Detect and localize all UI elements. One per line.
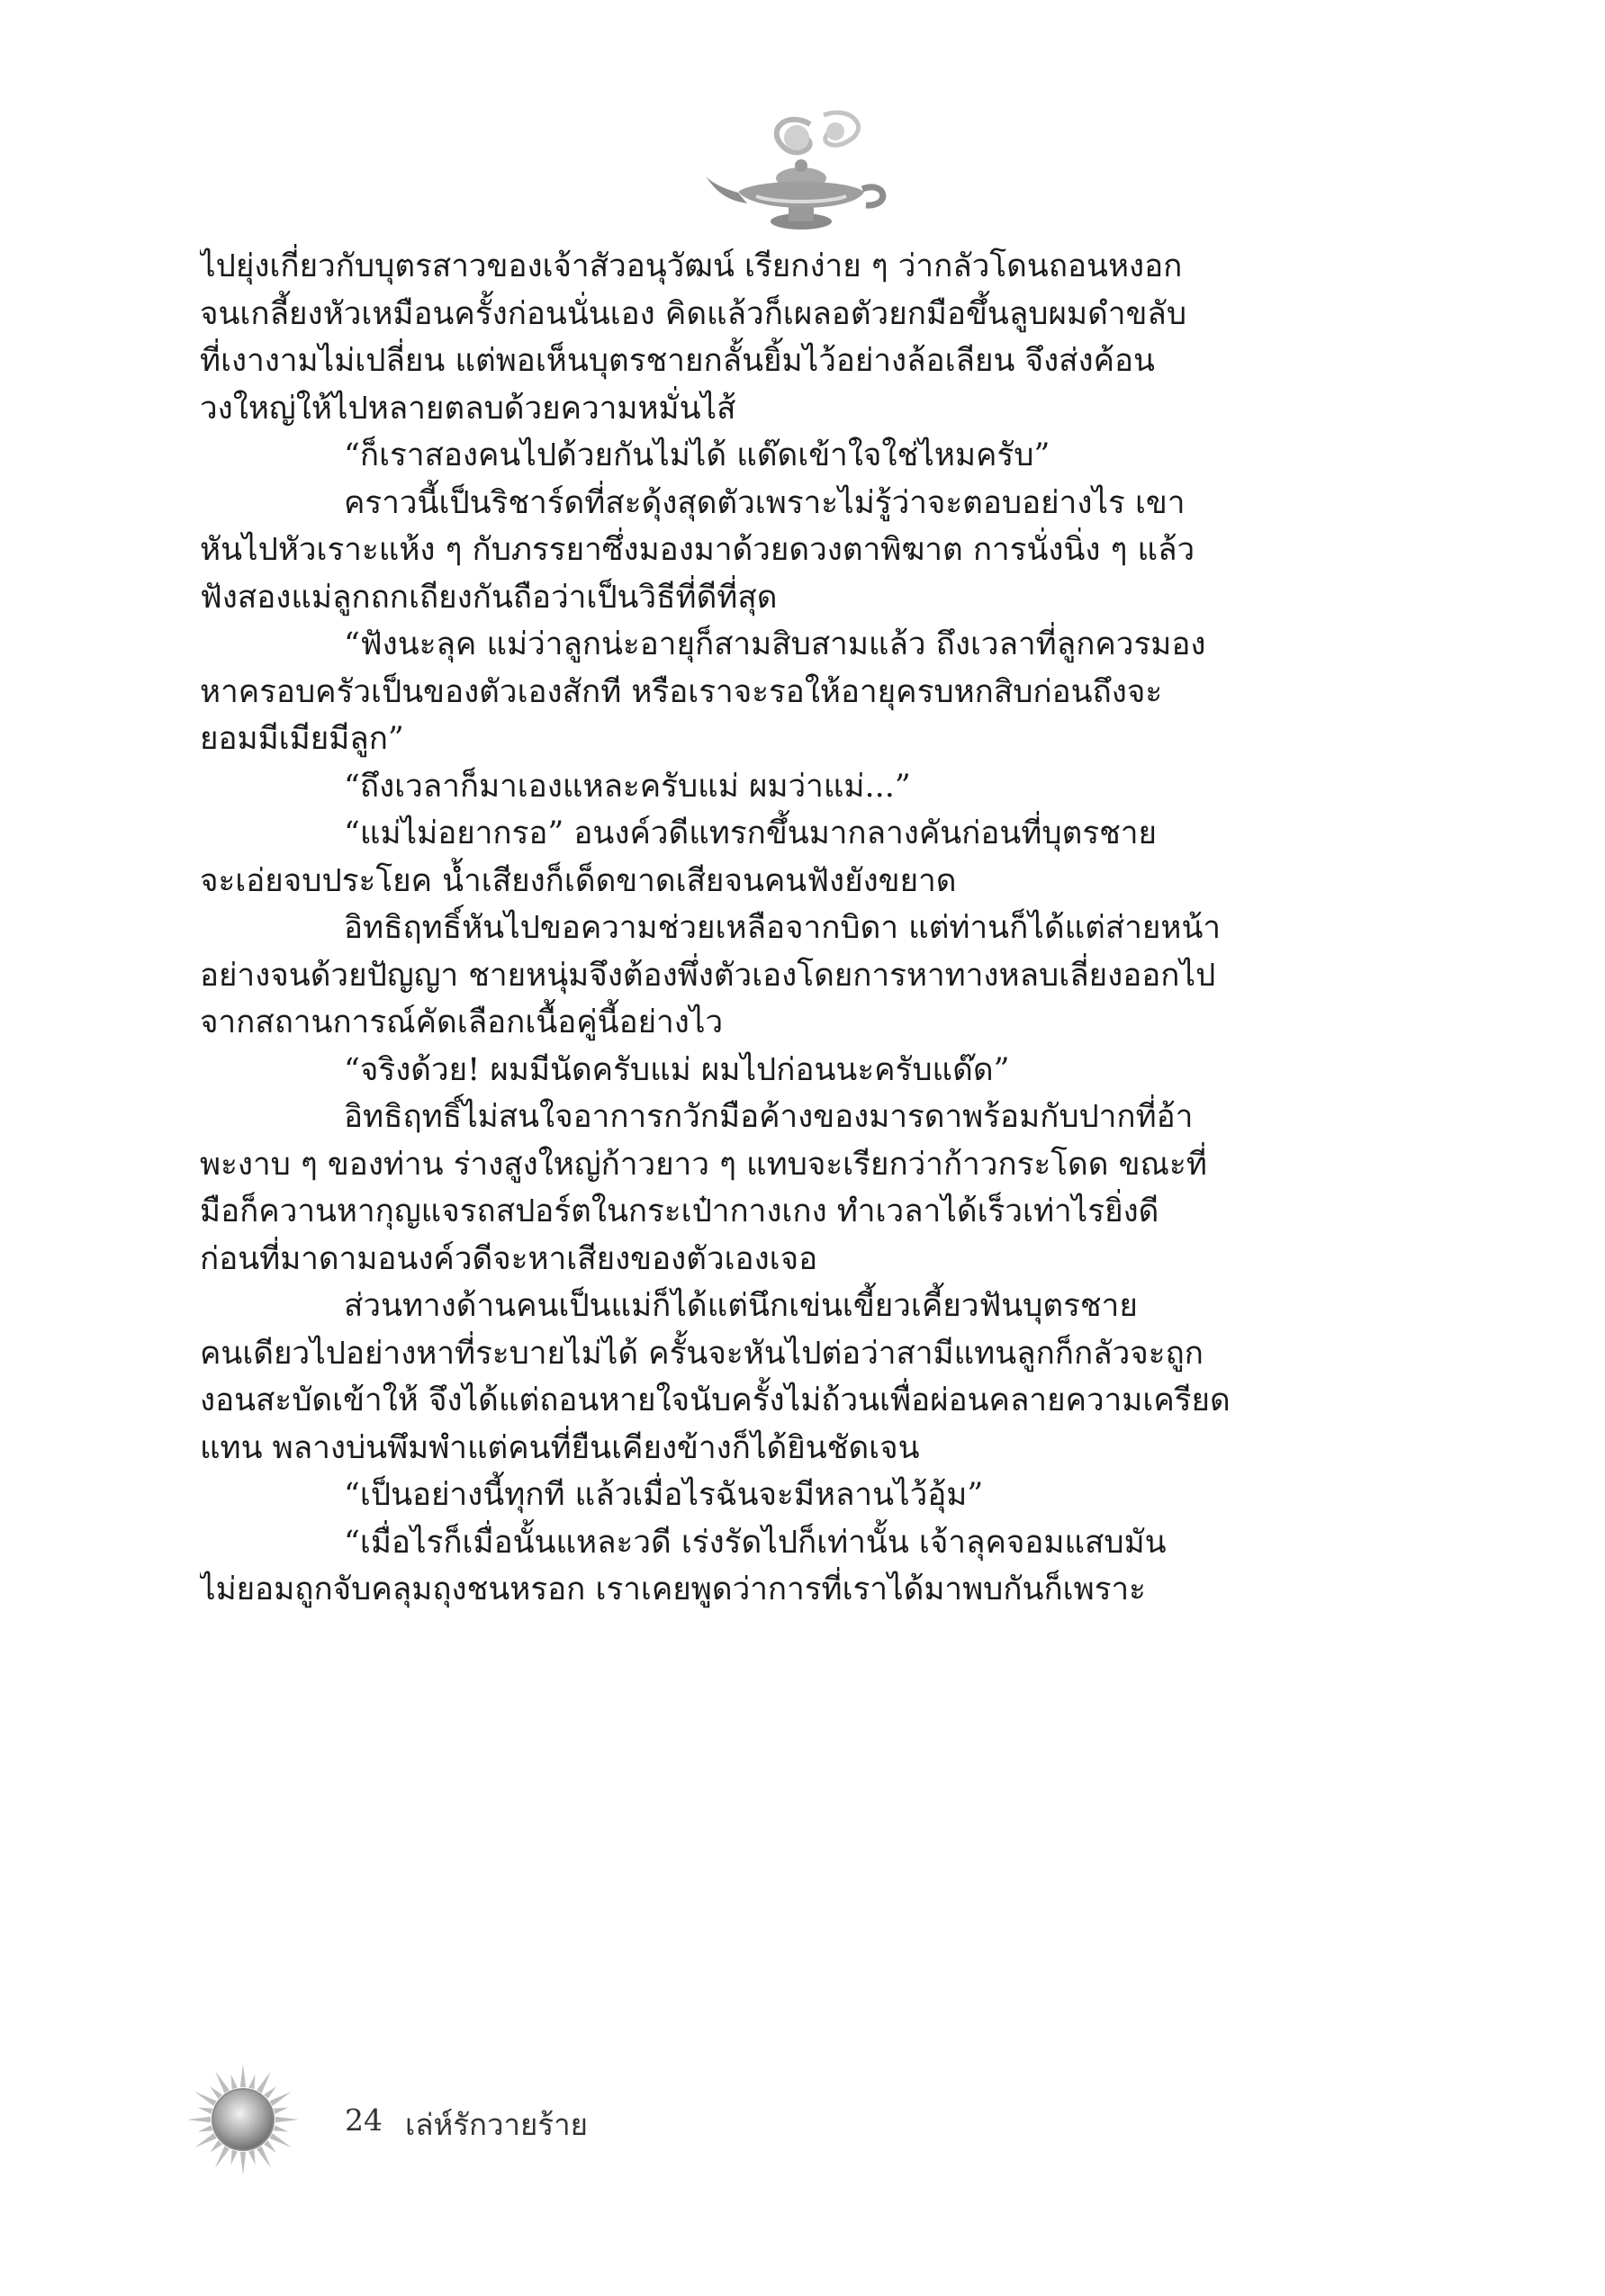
- text-line: จากสถานการณ์คัดเลือกเนื้อคู่นี้อย่างไว: [200, 1004, 724, 1040]
- sun-ray: [231, 2150, 238, 2165]
- sun-ray: [240, 2064, 246, 2087]
- text-line: ไม่ยอมถูกจับคลุมถุงชนหรอก เราเคยพูดว่าการที่เราได้มาพบกันก็เพราะ: [200, 1571, 1146, 1607]
- sun-ray: [257, 2146, 271, 2167]
- sun-ray: [257, 2071, 271, 2093]
- text-line: “ฟังนะลุค แม่ว่าลูกน่ะอายุก็สามสิบสามแล้ว ถึงเวลาที่ลูกควรมอง: [344, 626, 1206, 662]
- sun-emblem-icon: [185, 2061, 302, 2178]
- text-line: อย่างจนด้วยปัญญา ชายหนุ่มจึงต้องพึ่งตัวเองโดยการหาทางหลบเลี่ยงออกไป: [200, 957, 1216, 994]
- sun-ray: [210, 2086, 222, 2099]
- sun-ray: [248, 2150, 255, 2165]
- sun-ray: [198, 2125, 212, 2131]
- text-line: อิทธิฤทธิ์ไม่สนใจอาการกวักมือค้างของมารดาพร้อมกับปากที่อ้า: [344, 1099, 1194, 1135]
- text-line: ก่อนที่มาดามอนงค์วดีจะหาเสียงของตัวเองเจอ: [200, 1240, 818, 1277]
- sun-ray: [215, 2146, 230, 2167]
- page-number: 24: [345, 2102, 383, 2138]
- sun-ray: [215, 2071, 230, 2093]
- sun-ray: [264, 2086, 276, 2099]
- sun-ray: [264, 2140, 276, 2153]
- text-line: จนเกลี้ยงหัวเหมือนครั้งก่อนนั่นเอง คิดแล้วก็เผลอตัวยกมือขึ้นลูบผมดำขลับ: [200, 295, 1187, 332]
- text-line: “ก็เราสองคนไปด้วยกันไม่ได้ แด๊ดเข้าใจใช่ไหมครับ”: [344, 437, 1050, 473]
- text-line: จะเอ่ยจบประโยค น้ำเสียงก็เด็ดขาดเสียจนคนฟังยังขยาด: [200, 862, 957, 899]
- text-line: “แม่ไม่อยากรอ” อนงค์วดีแทรกขึ้นมากลางคันก่อนที่บุตรชาย: [344, 815, 1158, 851]
- text-line: คราวนี้เป็นริชาร์ดที่สะดุ้งสุดตัวเพราะไม่รู้ว่าจะตอบอย่างไร เขา: [344, 484, 1186, 521]
- text-line: มือก็ควานหากุญแจรถสปอร์ตในกระเป๋ากางเกง ทำเวลาได้เร็วเท่าไรยิ่งดี: [200, 1193, 1159, 1229]
- page-footer: [185, 2061, 815, 2178]
- sun-ray: [231, 2075, 238, 2089]
- text-line: คนเดียวไปอย่างหาที่ระบายไม่ได้ ครั้นจะหันไปต่อว่าสามีแทนลูกก็กลัวจะถูก: [200, 1335, 1204, 1372]
- text-line: แทน พลางบ่นพึมพำแต่คนที่ยืนเคียงข้างก็ได้ยินชัดเจน: [200, 1429, 920, 1466]
- genie-lamp-icon: [702, 106, 900, 241]
- book-title: เล่ห์รักวายร้าย: [405, 2107, 588, 2142]
- sun-ray: [194, 2133, 216, 2147]
- text-line: หาครอบครัวเป็นของตัวเองสักที หรือเราจะรอให้อายุครบหกสิบก่อนถึงจะ: [200, 673, 1163, 710]
- text-line: “จริงด้วย! ผมมีนัดครับแม่ ผมไปก่อนนะครับแด๊ด”: [344, 1051, 1010, 1088]
- text-line: ยอมมีเมียมีลูก”: [200, 721, 404, 757]
- sun-ray: [269, 2133, 291, 2147]
- text-line: หันไปหัวเราะแห้ง ๆ กับภรรยาซึ่งมองมาด้วยดวงตาพิฆาต การนั่งนิ่ง ๆ แล้ว: [200, 532, 1195, 568]
- sun-ray: [275, 2117, 299, 2122]
- sun-ray: [194, 2092, 216, 2106]
- text-line: ไปยุ่งเกี่ยวกับบุตรสาวของเจ้าสัวอนุวัฒน์ เรียกง่าย ๆ ว่ากลัวโดนถอนหงอก: [200, 248, 1183, 284]
- text-line: พะงาบ ๆ ของท่าน ร่างสูงใหญ่ก้าวยาว ๆ แทบจะเรียกว่าก้าวกระโดด ขณะที่: [200, 1146, 1207, 1183]
- sun-ray: [248, 2075, 255, 2089]
- text-line: งอนสะบัดเข้าให้ จึงได้แต่ถอนหายใจนับครั้งไม่ถ้วนเพื่อผ่อนคลายความเครียด: [200, 1382, 1231, 1418]
- text-line: ฟังสองแม่ลูกถกเถียงกันถือว่าเป็นวิธีที่ดีที่สุด: [200, 579, 778, 616]
- sun-ray: [269, 2092, 291, 2106]
- sun-ray: [187, 2117, 211, 2122]
- sun-ray: [210, 2140, 222, 2153]
- sun-ray: [198, 2108, 212, 2114]
- sun-ray: [274, 2108, 288, 2114]
- text-line: “เป็นอย่างนี้ทุกที แล้วเมื่อไรฉันจะมีหลานไว้อุ้ม”: [344, 1477, 984, 1513]
- text-line: ส่วนทางด้านคนเป็นแม่ก็ได้แต่นึกเข่นเขี้ยวเคี้ยวฟันบุตรชาย: [344, 1288, 1138, 1324]
- text-line: อิทธิฤทธิ์หันไปขอความช่วยเหลือจากบิดา แต่ท่านก็ได้แต่ส่ายหน้า: [344, 910, 1222, 946]
- text-line: “ถึงเวลาก็มาเองแหละครับแม่ ผมว่าแม่...”: [344, 768, 911, 805]
- body-text: [200, 243, 1426, 1614]
- sun-ray: [274, 2125, 288, 2131]
- text-line: ที่เงางามไม่เปลี่ยน แต่พอเห็นบุตรชายกลั้นยิ้มไว้อย่างล้อเลียน จึงส่งค้อน: [200, 343, 1155, 379]
- text-line: “เมื่อไรก็เมื่อนั้นแหละวดี เร่งรัดไปก็เท่านั้น เจ้าลุคจอมแสบมัน: [344, 1524, 1167, 1561]
- text-line: วงใหญ่ให้ไปหลายตลบด้วยความหมั่นไส้: [200, 390, 736, 427]
- sun-ray: [240, 2152, 246, 2175]
